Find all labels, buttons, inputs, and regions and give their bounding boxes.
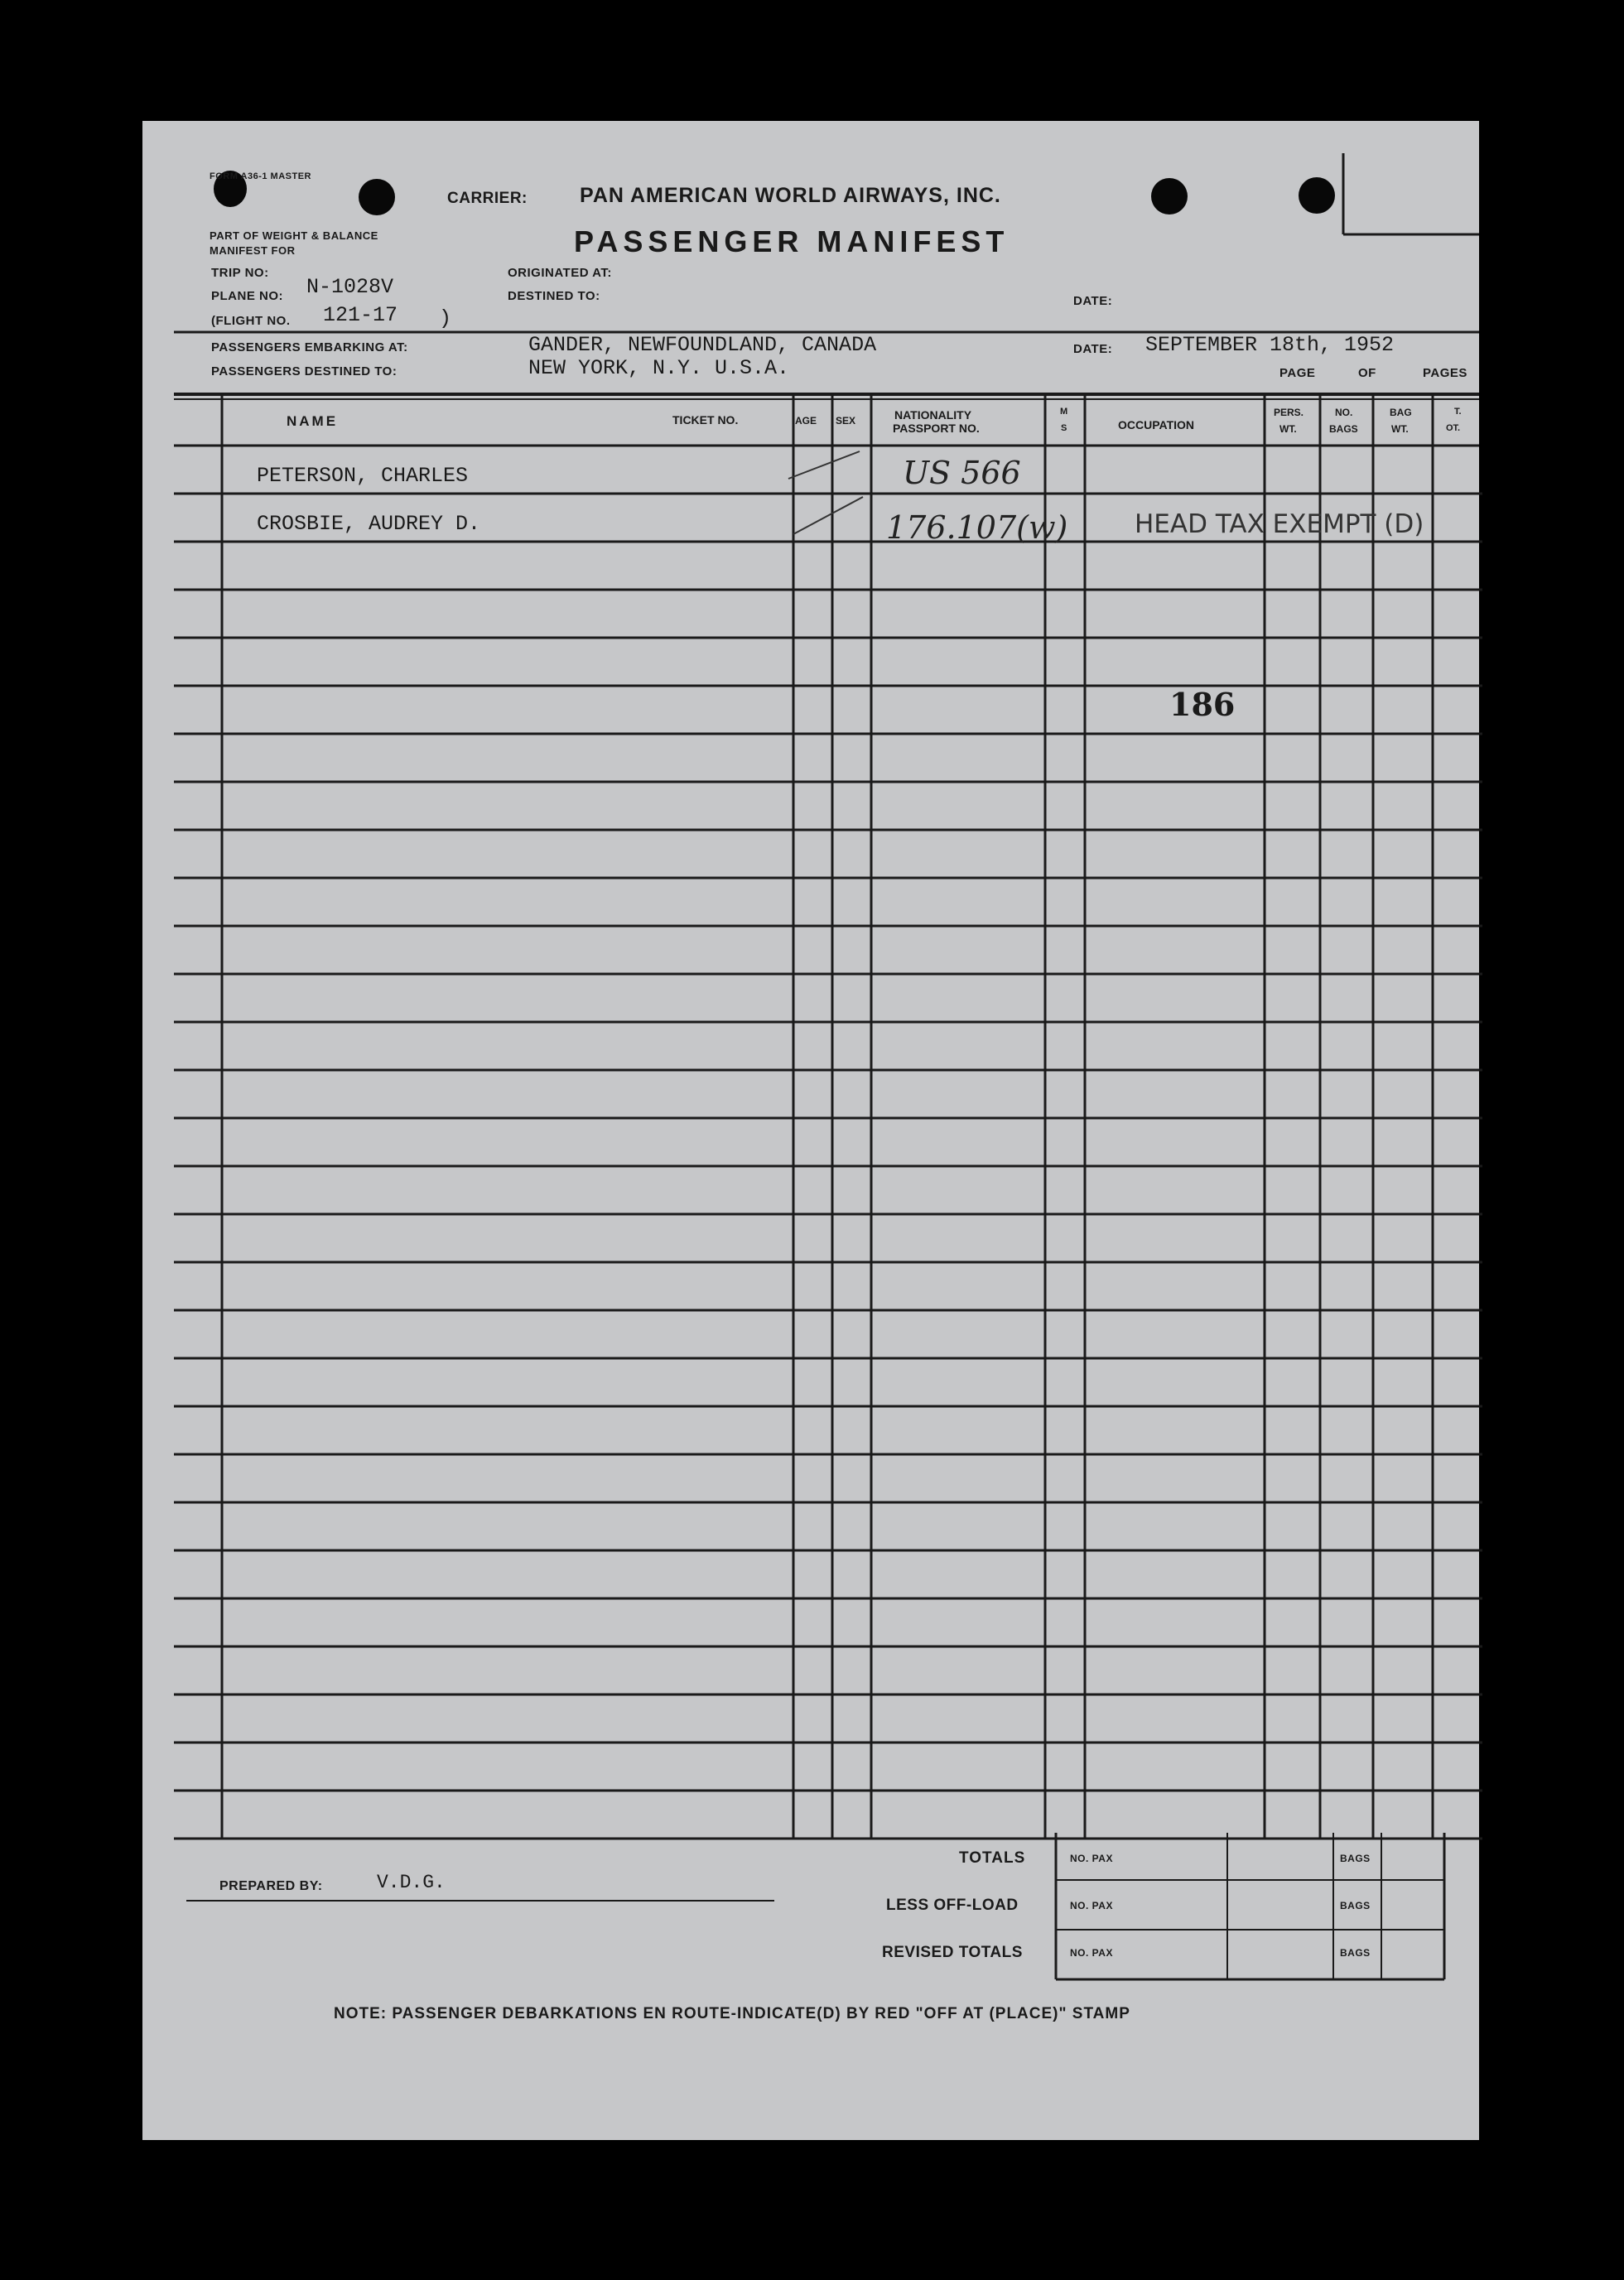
revised-pax: NO. PAX (1070, 1947, 1113, 1959)
carrier-label: CARRIER: (447, 190, 528, 207)
passenger-1-passport: US 566 (903, 455, 1021, 491)
punch-hole (1151, 178, 1188, 215)
col-occupation: OCCUPATION (1118, 418, 1195, 431)
offload-label: LESS OFF-LOAD (886, 1897, 1019, 1914)
col-bags: NO. (1335, 407, 1353, 418)
col-bagwt-wt: WT. (1391, 423, 1409, 435)
date-label: DATE: (1073, 294, 1113, 308)
destined-pass-value: NEW YORK, N.Y. U.S.A. (528, 356, 790, 380)
revised-label: REVISED TOTALS (882, 1944, 1023, 1961)
passenger-2-note: HEAD TAX EXEMPT (D) (1135, 509, 1424, 539)
totals-pax: NO. PAX (1070, 1853, 1113, 1864)
col-extra: T. (1454, 407, 1462, 417)
col-ticket: TICKET NO. (672, 413, 739, 427)
passenger-1-name: PETERSON, CHARLES (257, 464, 469, 488)
col-name: NAME (287, 413, 339, 429)
passenger-2-passport: 176.107(w) (886, 509, 1068, 546)
col-pers: PERS. (1274, 407, 1304, 418)
footer-note: NOTE: PASSENGER DEBARKATIONS EN ROUTE-INDICATE(D) BY RED "OFF AT (PLACE)" STAMP (334, 2005, 1130, 2022)
totals-bags: BAGS (1340, 1853, 1371, 1864)
page-label: PAGE (1279, 366, 1316, 380)
punch-hole (359, 179, 395, 215)
date2-label: DATE: (1073, 342, 1113, 356)
stamp-number: 186 (1169, 686, 1236, 723)
carrier-name: PAN AMERICAN WORLD AIRWAYS, INC. (580, 184, 1001, 207)
prepared-by-label: PREPARED BY: (219, 1879, 323, 1893)
col-pers-wt: WT. (1279, 423, 1297, 435)
form-note: PART OF WEIGHT & BALANCE MANIFEST FOR (210, 229, 378, 257)
flight-no-label: (FLIGHT NO. (211, 314, 291, 328)
col-bagwt: BAG (1390, 407, 1412, 418)
col-sex: SEX (836, 415, 856, 427)
embarking-value: GANDER, NEWFOUNDLAND, CANADA (528, 333, 877, 357)
col-extra-ot: OT. (1446, 423, 1461, 433)
page-title: PASSENGER MANIFEST (574, 224, 1010, 258)
col-bags-no: BAGS (1329, 423, 1358, 435)
of-label: OF (1358, 366, 1376, 380)
destined-pass-label: PASSENGERS DESTINED TO: (211, 364, 398, 378)
passenger-2-name: CROSBIE, AUDREY D. (257, 512, 481, 536)
embarking-label: PASSENGERS EMBARKING AT: (211, 340, 408, 354)
flight-no-close: ) (439, 306, 452, 330)
destined-label: DESTINED TO: (508, 289, 600, 303)
col-age: AGE (795, 415, 817, 427)
plane-no-label: PLANE NO: (211, 289, 283, 303)
offload-pax: NO. PAX (1070, 1900, 1113, 1911)
col-ms-s: S (1061, 423, 1067, 433)
prepared-by: V.D.G. (377, 1872, 446, 1893)
flight-no: 121-17 (323, 303, 398, 327)
pages-label: PAGES (1423, 366, 1467, 380)
form-number: FORM A36-1 MASTER (210, 171, 311, 181)
totals-label: TOTALS (959, 1849, 1026, 1867)
col-ms-m: M (1060, 407, 1068, 417)
offload-bags: BAGS (1340, 1900, 1371, 1911)
plane-no: N-1028V (306, 275, 394, 299)
col-nationality: NATIONALITY (894, 408, 972, 422)
revised-bags: BAGS (1340, 1947, 1371, 1959)
punch-hole (1299, 177, 1335, 214)
date2-value: SEPTEMBER 18th, 1952 (1145, 333, 1395, 357)
col-passport: PASSPORT NO. (893, 422, 980, 435)
originated-label: ORIGINATED AT: (508, 266, 612, 280)
trip-no-label: TRIP NO: (211, 266, 269, 280)
